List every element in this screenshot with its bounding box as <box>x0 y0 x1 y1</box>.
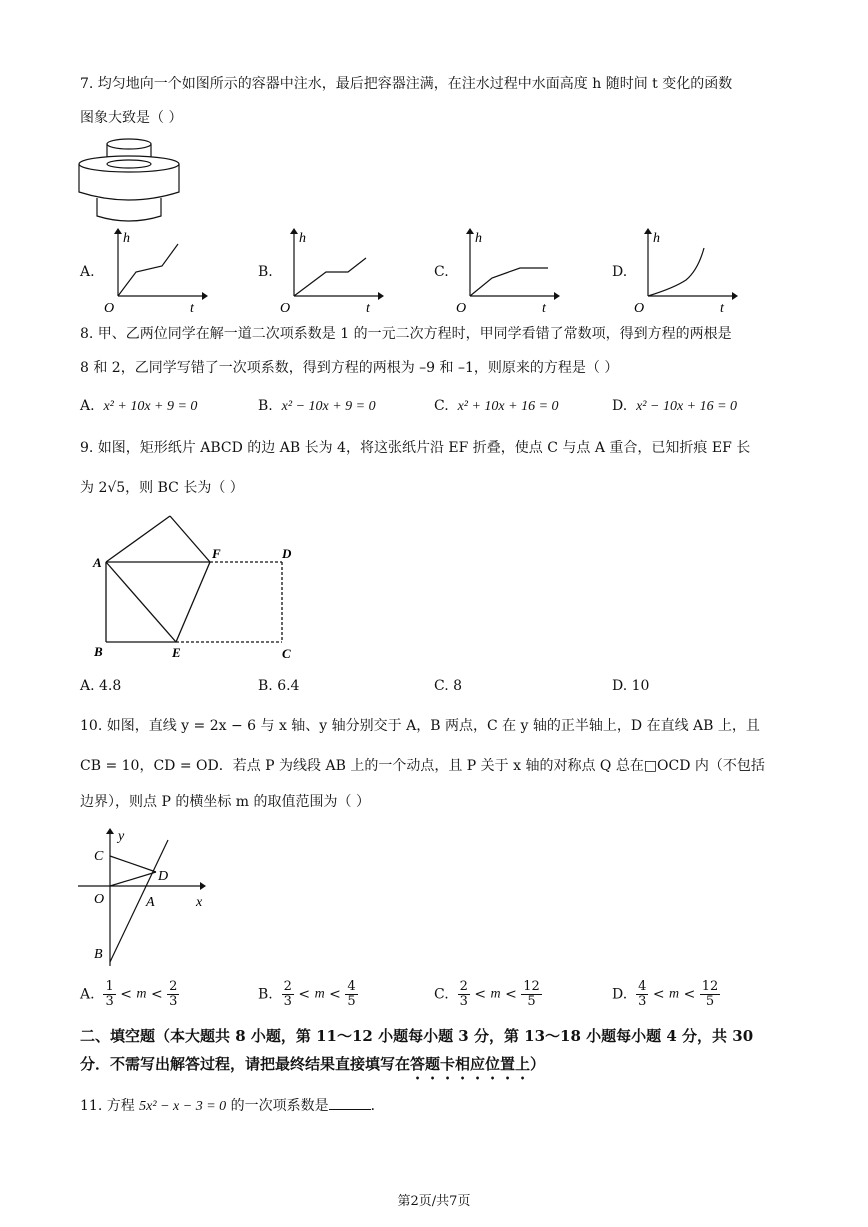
svg-text:B: B <box>94 644 103 659</box>
svg-text:O: O <box>280 301 291 316</box>
svg-text:O: O <box>94 892 105 907</box>
svg-text:h: h <box>653 231 660 246</box>
q9-rectangle-fold-figure <box>88 510 308 665</box>
q8-option-b: B. x² − 10x + 9 = 0 <box>258 398 376 414</box>
q7-option-c-label: C. <box>434 264 449 280</box>
svg-text:A: A <box>146 895 155 910</box>
q7-line2: 图象大致是（ ） <box>80 110 183 126</box>
svg-text:C: C <box>94 849 104 864</box>
svg-text:t: t <box>542 301 546 316</box>
q9-option-a: A. 4.8 <box>80 678 122 694</box>
q9-option-c: C. 8 <box>434 678 463 694</box>
svg-text:h: h <box>475 231 482 246</box>
svg-text:x: x <box>196 895 203 910</box>
svg-text:t: t <box>720 301 724 316</box>
q7-line1: 7. 均匀地向一个如图所示的容器中注水，最后把容器注满，在注水过程中水面高度 h 随时间 t 变化的函数 <box>80 76 733 92</box>
svg-text:E: E <box>172 645 181 660</box>
q9-line1: 9. 如图，矩形纸片 ABCD 的边 AB 长为 4，将这张纸片沿 EF 折叠，使点 C 与点 A 重合，已知折痕 EF 长 <box>80 440 751 456</box>
q7-graph-c <box>450 226 560 316</box>
svg-text:h: h <box>299 231 306 246</box>
q7-graph-b <box>274 226 384 316</box>
q10-option-b: B. $\frac{2}{3}$ < m < $\frac{4}{5}$ <box>258 979 356 1009</box>
q10-coordinate-figure <box>78 826 218 968</box>
q10-line2: CB = 10，CD = OD．若点 P 为线段 AB 上的一个动点，且 P 关于 x 轴的对称点 Q 总在□OCD 内（不包括 <box>80 758 765 774</box>
svg-text:D: D <box>282 546 292 561</box>
svg-text:C: C <box>282 646 291 661</box>
q8-line2: 8 和 2，乙同学写错了一次项系数，得到方程的两根为 –9 和 –1，则原来的方程是（ ） <box>80 360 619 376</box>
q10-line1: 10. 如图，直线 y = 2x − 6 与 x 轴、y 轴分别交于 A，B 两点，C 在 y 轴的正半轴上，D 在直线 AB 上，且 <box>80 718 760 734</box>
q7-graph-a <box>98 226 208 316</box>
q10-option-c: C. $\frac{2}{3}$ < m < $\frac{12}{5}$ <box>434 979 540 1009</box>
q7-option-a-label: A. <box>80 264 95 280</box>
svg-text:B: B <box>94 947 103 962</box>
svg-text:F: F <box>212 546 221 561</box>
q9-line2: 为 2√5，则 BC 长为（ ） <box>80 480 244 496</box>
svg-text:y: y <box>118 829 125 844</box>
svg-text:O: O <box>456 301 467 316</box>
q9-option-d: D. 10 <box>612 678 650 694</box>
q7-graph-d <box>628 226 738 316</box>
q8-option-c: C. x² + 10x + 16 = 0 <box>434 398 559 414</box>
q9-option-b: B. 6.4 <box>258 678 300 694</box>
svg-text:t: t <box>366 301 370 316</box>
q7-option-d-label: D. <box>612 264 628 280</box>
svg-text:D: D <box>158 869 169 884</box>
axis-h-label: h <box>123 231 130 246</box>
q10-option-a: A. $\frac{1}{3}$ < m < $\frac{2}{3}$ <box>80 979 178 1009</box>
page-footer: 第2页/共7页 <box>397 1194 471 1209</box>
q7-option-b-label: B. <box>258 264 273 280</box>
section-2-heading-line2: 分．不需写出解答过程，请把最终结果直接填写在答题卡相应位置上） <box>80 1055 546 1073</box>
svg-text:O: O <box>634 301 645 316</box>
q10-option-d: D. $\frac{4}{3}$ < m < $\frac{12}{5}$ <box>612 979 719 1009</box>
q11-answer-blank <box>329 1097 371 1110</box>
container-figure <box>75 136 185 226</box>
q11: 11. 方程 5x² − x − 3 = 0 的一次项系数是 ． <box>80 1098 385 1114</box>
section-2-heading-line1: 二、填空题（本大题共 8 小题，第 11～12 小题每小题 3 分，第 13～18 小题每小题 4 分，共 30 <box>80 1027 754 1045</box>
svg-text:A: A <box>93 555 102 570</box>
q8-line1: 8. 甲、乙两位同学在解一道二次项系数是 1 的一元二次方程时，甲同学看错了常数项，得到方程的两根是 <box>80 326 732 342</box>
q8-option-d: D. x² − 10x + 16 = 0 <box>612 398 738 414</box>
q8-option-a: A. x² + 10x + 9 = 0 <box>80 398 198 414</box>
q10-line3: 边界），则点 P 的横坐标 m 的取值范围为（ ） <box>80 794 370 810</box>
origin-label: O <box>104 301 115 316</box>
axis-t-label: t <box>190 301 194 316</box>
